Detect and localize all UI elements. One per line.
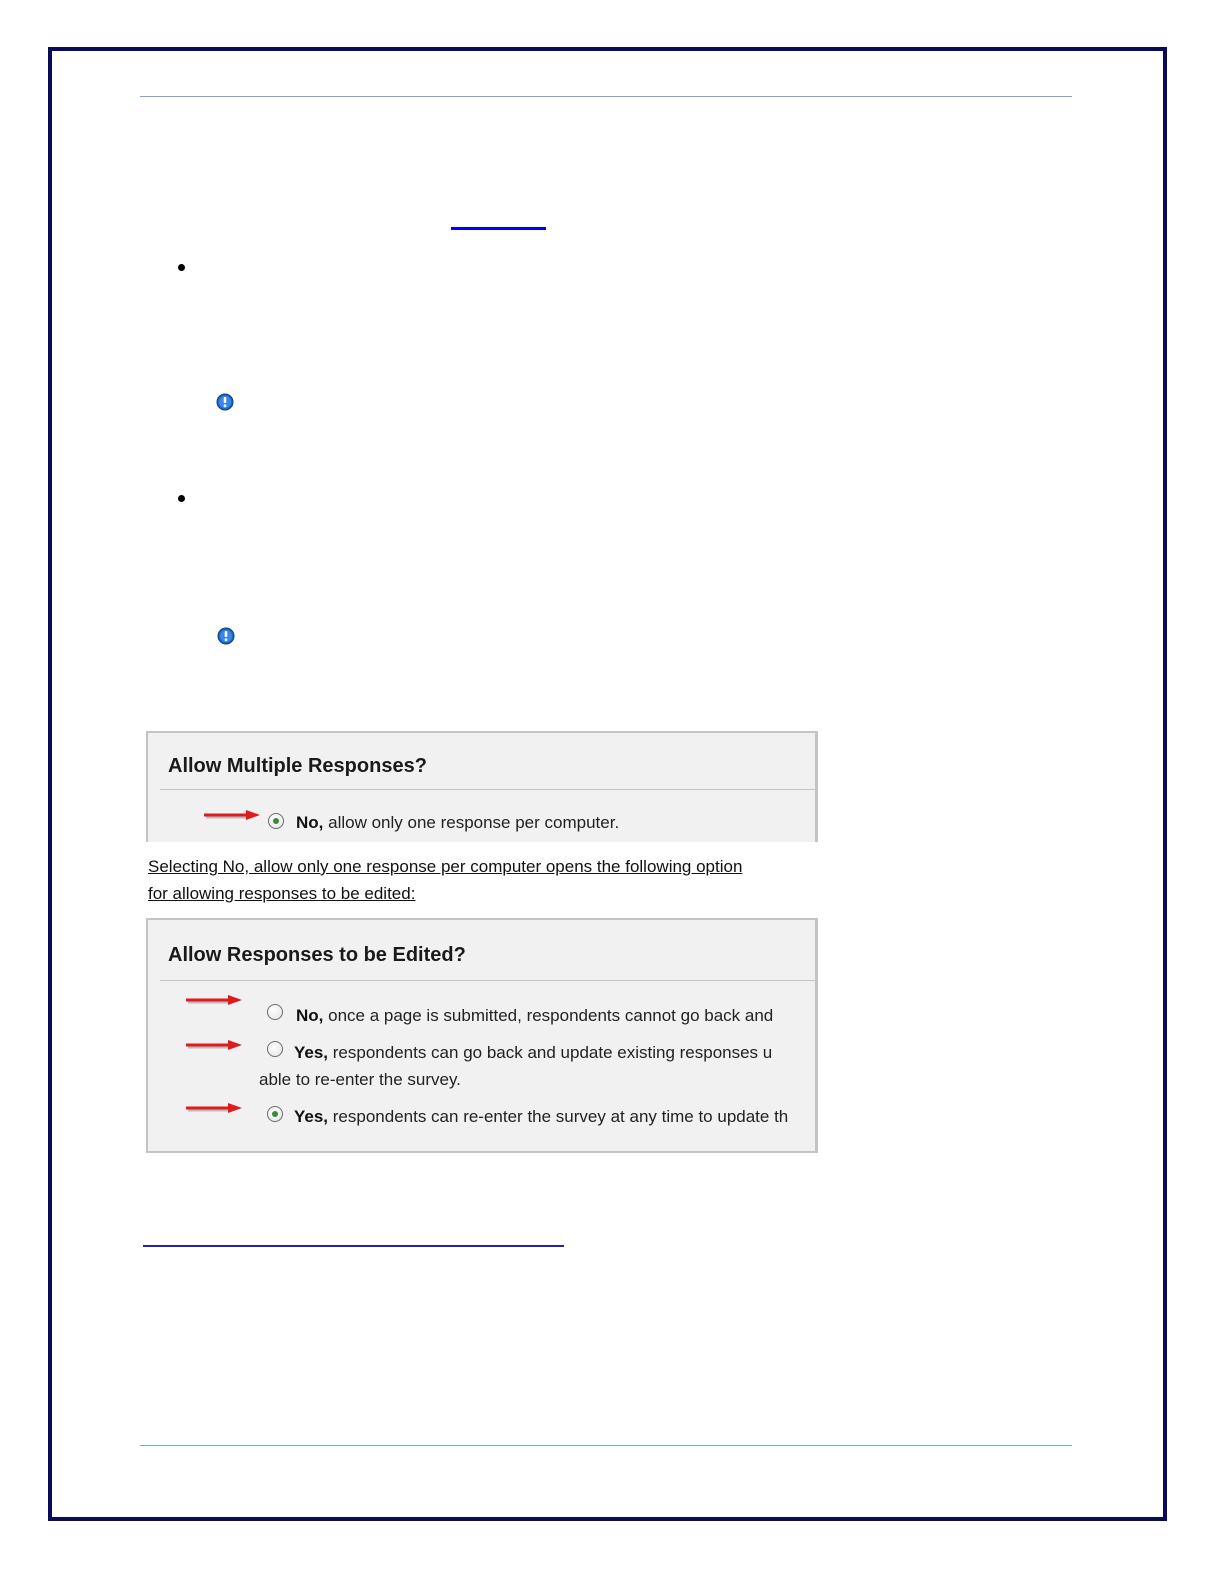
- caption-line-1: Selecting No, allow only one response per computer opens the following option: [148, 857, 743, 876]
- option-edit-no: No, once a page is submitted, respondents cannot go back and: [296, 1006, 774, 1025]
- option-edit-yes-anytime: Yes, respondents can re-enter the survey at any time to update th: [294, 1107, 789, 1126]
- arrow-icon: [186, 1102, 244, 1116]
- option-no-multiple: No, allow only one response per computer.: [296, 813, 620, 832]
- hyperlink-underline[interactable]: [451, 227, 546, 230]
- panel-title: Allow Multiple Responses?: [168, 755, 427, 777]
- panel-title: Allow Responses to be Edited?: [168, 944, 466, 966]
- radio-no-multiple[interactable]: [268, 813, 284, 829]
- header-rule: [140, 96, 1072, 97]
- footer-rule: [140, 1445, 1072, 1446]
- allow-multiple-responses-panel: [146, 731, 818, 842]
- caption: [148, 853, 818, 907]
- radio-edit-no[interactable]: [267, 1004, 283, 1020]
- caption-line-2: for allowing responses to be edited:: [148, 884, 416, 903]
- info-icon: [216, 393, 234, 411]
- option-edit-yes-existing-continued: able to re-enter the survey.: [259, 1070, 461, 1089]
- arrow-icon: [186, 1039, 244, 1053]
- footnote-separator: [143, 1245, 564, 1247]
- radio-edit-yes-existing[interactable]: [267, 1041, 283, 1057]
- arrow-icon: [186, 994, 244, 1008]
- radio-edit-yes-anytime[interactable]: [267, 1106, 283, 1122]
- allow-responses-edited-panel: [146, 918, 818, 1153]
- info-icon: [217, 627, 235, 645]
- arrow-icon: [204, 809, 262, 823]
- option-edit-yes-existing: Yes, respondents can go back and update existing responses u: [294, 1043, 773, 1062]
- bullet-2: [178, 495, 185, 502]
- panel-divider: [160, 980, 815, 981]
- bullet-1: [178, 264, 185, 271]
- panel-divider: [160, 789, 815, 790]
